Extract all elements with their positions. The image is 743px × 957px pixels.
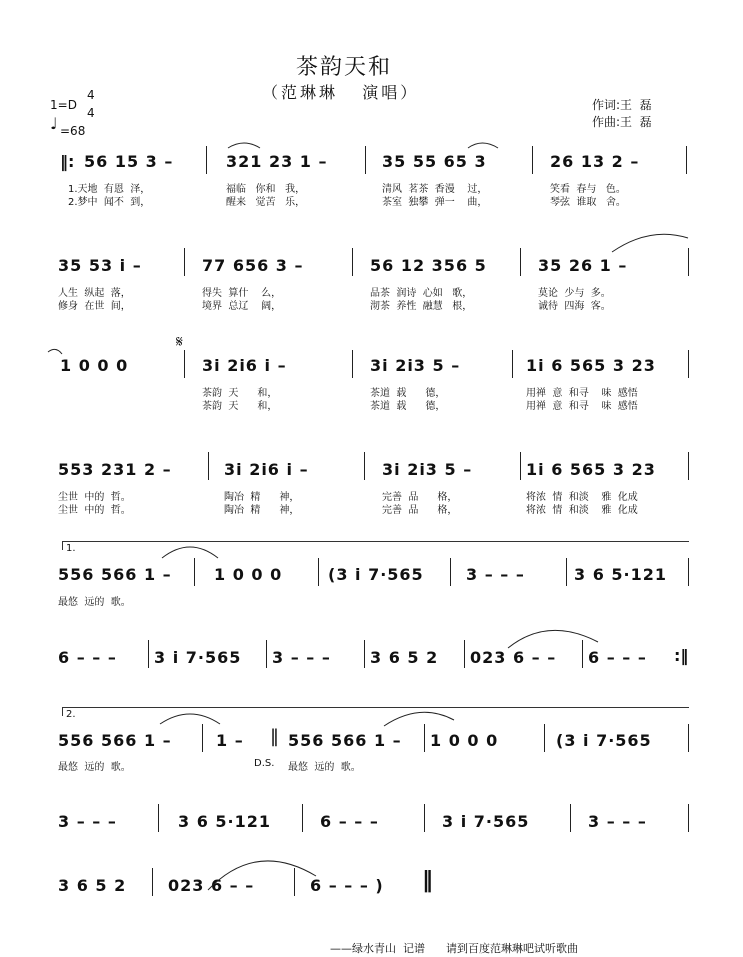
lyric-line: 尘世 中的 哲。: [58, 505, 131, 516]
lyric-line: 修身 在世 间，: [58, 301, 131, 312]
lyric-line: 诚待 四海 客。: [538, 301, 611, 312]
time-signature-top: 4: [87, 88, 95, 102]
measure-notes: 3i 2i6 i –: [202, 356, 287, 375]
measure-notes: 1i 6 565 3 23: [526, 356, 656, 375]
measure-notes: 3i 2i3 5 –: [370, 356, 461, 375]
measure-notes: 556 566 1 –: [288, 731, 402, 750]
lyric-line: 用禅 意 和寻 味 感悟: [526, 388, 638, 399]
dal-segno-marking: D.S.: [254, 758, 275, 769]
lyric-line: 品茶 润诗 心如 歌，: [370, 288, 473, 299]
tie-arc: [468, 143, 498, 148]
repeat-end-sign: :‖: [674, 646, 689, 665]
key-signature: 1=D: [50, 98, 77, 112]
final-barline: ‖: [422, 868, 433, 893]
measure-notes: 77 656 3 –: [202, 256, 304, 275]
lyric-line: 用禅 意 和寻 味 感悟: [526, 401, 638, 412]
measure-notes: 1 0 0 0: [430, 731, 499, 750]
measure-notes: 3i 2i3 5 –: [382, 460, 473, 479]
performer-subtitle: （范琳琳 演唱）: [262, 83, 420, 102]
lyric-line: 笑看 春与 色。: [550, 184, 626, 195]
lyric-line: 福临 你和 我，: [226, 184, 306, 195]
volta-label: 1.: [66, 543, 76, 554]
volta-label: 2.: [66, 709, 76, 720]
measure-notes: 3 6 5 2: [370, 648, 439, 667]
time-signature-bottom: 4: [87, 106, 95, 120]
lyricist-credit: 作词:王 磊: [592, 98, 652, 112]
measure-notes: 556 566 1 –: [58, 565, 172, 584]
measure-notes: 35 26 1 –: [538, 256, 628, 275]
measure-notes: 1i 6 565 3 23: [526, 460, 656, 479]
measure-notes: 3 i 7·565: [154, 648, 242, 667]
measure-notes: 3 i 7·565: [442, 812, 530, 831]
lyric-line: 人生 纵起 落，: [58, 288, 131, 299]
measure-notes: 35 53 i –: [58, 256, 142, 275]
measure-notes: 56 15 3 –: [84, 152, 174, 171]
lyric-line: 1.天地 有恩 泽，: [68, 184, 151, 195]
repeat-start-sign: ‖:: [60, 152, 75, 171]
lyric-line: 将浓 情 和淡 雅 化成: [526, 492, 638, 503]
measure-notes: 3 – – –: [466, 565, 525, 584]
lyric-line: 茶韵 天 和，: [202, 388, 278, 399]
lyric-line: 陶冶 精 神，: [224, 492, 300, 503]
song-title: 茶韵天和: [296, 55, 393, 80]
lyric-line: 茶韵 天 和，: [202, 401, 278, 412]
lyric-line: 莫论 少与 多。: [538, 288, 611, 299]
measure-notes: 3 6 5·121: [178, 812, 272, 831]
lyric-line: 醒来 觉苦 乐，: [226, 197, 306, 208]
lyric-line: 茶道 载 德，: [370, 401, 446, 412]
measure-notes: 3 6 5 2: [58, 876, 127, 895]
footer-transcriber-note: ——绿水青山 记谱 请到百度范琳琳吧试听歌曲: [330, 942, 578, 955]
measure-notes: 1 –: [216, 731, 244, 750]
measure-notes: 3 – – –: [272, 648, 331, 667]
measure-notes: 26 13 2 –: [550, 152, 640, 171]
measure-notes: 321 23 1 –: [226, 152, 328, 171]
double-barline: ‖: [270, 726, 279, 747]
measure-notes: 3i 2i6 i –: [224, 460, 309, 479]
segno-sign-icon: 𝄋: [176, 332, 183, 351]
measure-notes: 6 – – –: [588, 648, 647, 667]
lyric-line: 清风 茗茶 香漫 过，: [382, 184, 488, 195]
measure-notes: 556 566 1 –: [58, 731, 172, 750]
lyric-line: 尘世 中的 哲。: [58, 492, 131, 503]
tempo-marking: =68: [60, 124, 86, 138]
lyric-line: 境界 总辽 阔，: [202, 301, 282, 312]
measure-notes: 6 – – –: [320, 812, 379, 831]
slur-arc: [162, 547, 218, 558]
slur-arc: [384, 712, 454, 726]
lyric-line: 完善 品 格，: [382, 492, 458, 503]
lyric-line: 2.梦中 闻不 到，: [68, 197, 151, 208]
measure-notes: 553 231 2 –: [58, 460, 172, 479]
measure-notes: 3 6 5·121: [574, 565, 668, 584]
measure-notes: 56 12 356 5: [370, 256, 487, 275]
lyric-line: 将浓 情 和淡 雅 化成: [526, 505, 638, 516]
measure-notes: 3 – – –: [58, 812, 117, 831]
lyric-line: 沏茶 养性 融慧 根，: [370, 301, 473, 312]
measure-notes: 35 55 65 3: [382, 152, 487, 171]
composer-credit: 作曲:王 磊: [592, 115, 652, 129]
lyric-line: 茶室 独攀 弹一 曲，: [382, 197, 488, 208]
measure-notes: 023 6 – –: [470, 648, 557, 667]
slur-arc: [160, 714, 220, 724]
lyric-line: 茶道 载 德，: [370, 388, 446, 399]
tie-arc: [228, 143, 260, 148]
quarter-note-icon: ♩: [50, 114, 58, 133]
lyric-line: 最悠 远的 歌。: [58, 762, 131, 773]
measure-notes: (3 i 7·565: [328, 565, 424, 584]
slur-arc: [612, 234, 688, 252]
measure-notes: 1 0 0 0: [214, 565, 283, 584]
measure-notes: 023 6 – –: [168, 876, 255, 895]
slur-arc: [208, 861, 316, 890]
lyric-line: 陶冶 精 神，: [224, 505, 300, 516]
measure-notes: 6 – – – ): [310, 876, 384, 895]
measure-notes: 6 – – –: [58, 648, 117, 667]
lyric-line: 完善 品 格，: [382, 505, 458, 516]
lyric-line: 琴弦 谁取 舍。: [550, 197, 626, 208]
lyric-line: 得失 算什 么，: [202, 288, 282, 299]
slur-arc: [48, 349, 62, 354]
measure-notes: 3 – – –: [588, 812, 647, 831]
lyric-line: 最悠 远的 歌。: [58, 597, 131, 608]
measure-notes: (3 i 7·565: [556, 731, 652, 750]
lyric-line: 最悠 远的 歌。: [288, 762, 361, 773]
measure-notes: 1 0 0 0: [60, 356, 129, 375]
slur-arc: [508, 630, 598, 648]
